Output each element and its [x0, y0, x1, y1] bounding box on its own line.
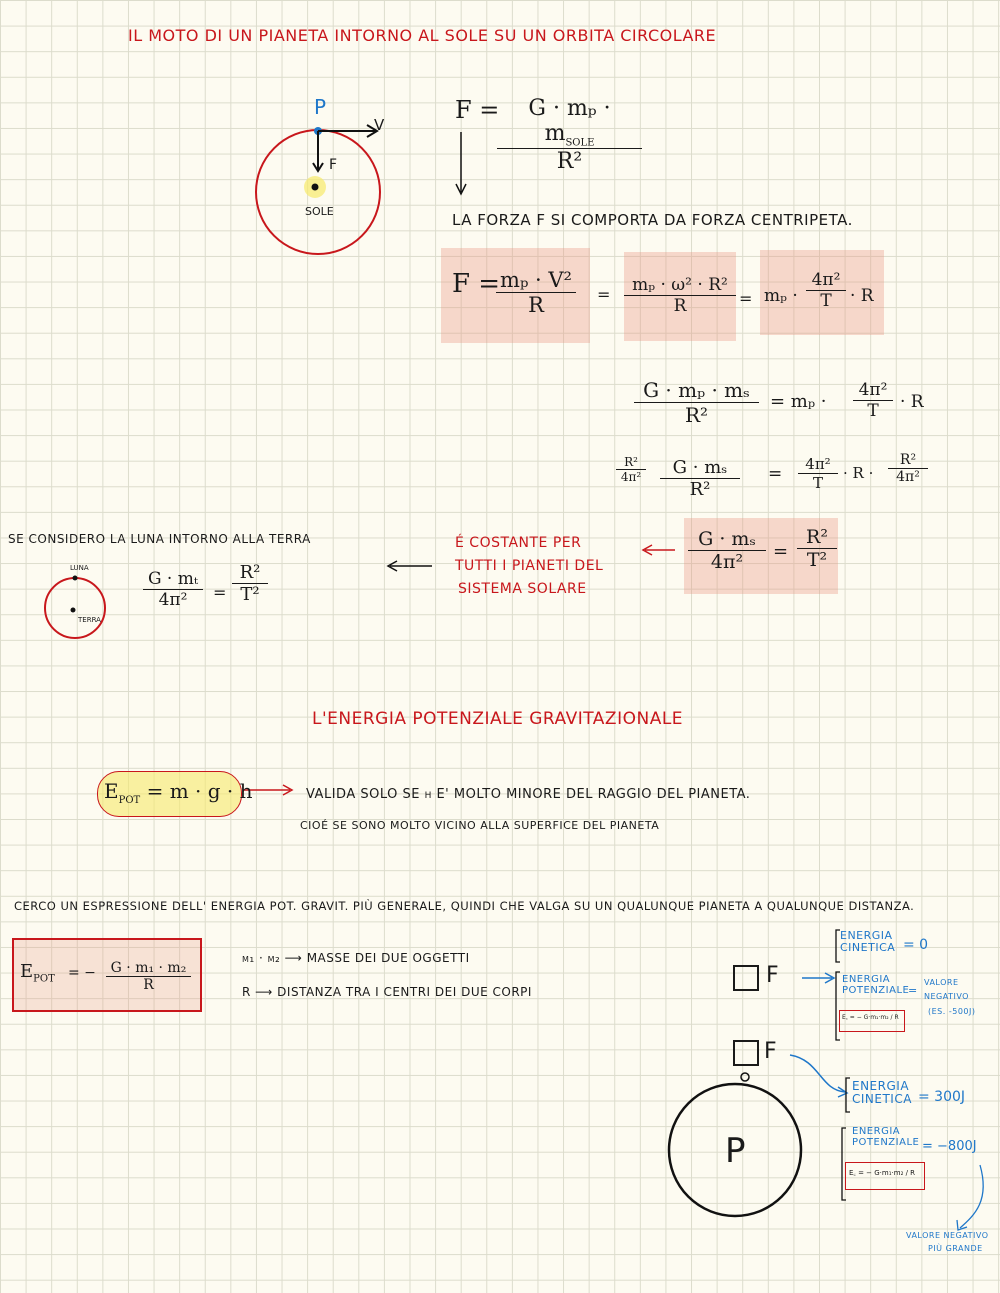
far-object-square: [733, 965, 759, 991]
epot-general-lhs: $E_{POT}$: [20, 961, 55, 985]
centripetal-frac-3: $\frac{\text{4π²}}{T}$: [806, 270, 846, 311]
near-note-2: PIÙ GRANDE: [928, 1244, 983, 1253]
near-object-label: F: [764, 1039, 777, 1064]
kepler-eq: =: [773, 541, 789, 562]
legend-1: m₁ · m₂ ⟶ MASSE DEI DUE OGGETTI: [242, 951, 470, 965]
moon-frac: $\frac{\text{G · mₜ}}{\text{4π²}}$: [143, 569, 203, 610]
general-text: CERCO UN ESPRESSIONE DELL' ENERGIA POT. GRAVIT. PIÙ GENERALE, QUINDI CHE VALGA SU UN QUALUNQUE PIANETA A QUALUNQUE DISTANZA.: [14, 899, 915, 913]
gravity-eq-fraction: $G \cdot m_p \cdot m_{SOLE}$ R²: [497, 96, 642, 174]
constant-note-2: TUTTI I PIANETI DEL: [455, 558, 604, 574]
velocity-label: V: [374, 116, 385, 134]
far-mini-formula: E꜀ = − G·m₁·m₂ / R: [842, 1014, 899, 1021]
far-potential-note-1: VALORE: [924, 978, 959, 987]
centripetal-pre-3: mₚ ·: [764, 286, 798, 306]
moon-eq: =: [213, 583, 227, 602]
moon-orbit: [45, 578, 105, 638]
far-object-label: F: [766, 963, 779, 988]
luna-label: LUNA: [70, 564, 89, 572]
epot-general-frac: $\frac{\text{G · m₁ · m₂}}{R}$: [106, 960, 191, 993]
far-potential-label: ENERGIA POTENZIALE: [842, 974, 910, 996]
page-title: IL MOTO DI UN PIANETA INTORNO AL SOLE SU UN ORBITA CIRCOLARE: [128, 26, 717, 45]
step2-rhs-frac: $\frac{\text{4π²}}{T}$: [798, 455, 838, 492]
near-kinetic-value: = 300J: [918, 1089, 966, 1105]
centripetal-f-lhs: F =: [452, 269, 501, 299]
near-mini-formula: E꜀ = − G·m₁·m₂ / R: [849, 1169, 916, 1177]
step1-rhs-post: · R: [900, 392, 924, 412]
sun-label: SOLE: [305, 205, 334, 218]
near-potential-value: = −800J: [922, 1139, 977, 1154]
planet-label: P: [314, 95, 327, 119]
far-potential-note-2: NEGATIVO: [924, 992, 969, 1001]
step2-rhs2-frac: $\frac{\text{R²}}{\text{4π²}}$: [888, 452, 928, 485]
step1-rhs-frac: $\frac{\text{4π²}}{T}$: [853, 380, 893, 421]
eq-sign-1: =: [597, 285, 611, 304]
force-label: F: [329, 157, 338, 173]
epot-simple-formula: $E_{POT} = m \cdot g \cdot h$: [104, 779, 253, 806]
far-potential-eq: =: [908, 984, 918, 997]
constant-note-1: É COSTANTE PER: [455, 535, 582, 551]
epot-note-2: CIOÉ SE SONO MOLTO VICINO ALLA SUPERFICE DEL PIANETA: [300, 819, 660, 832]
step1-frac: $\frac{\text{G · mₚ · mₛ}}{\text{R²}}$: [634, 378, 759, 427]
eq-sign-2: =: [739, 289, 753, 308]
planet-big-label: P: [725, 1131, 746, 1171]
moon-rhs-frac: $\frac{\text{R²}}{\text{T²}}$: [232, 562, 268, 605]
near-object-square: [733, 1040, 759, 1066]
kepler-frac: $\frac{\text{G · mₛ}}{\text{4π²}}$: [688, 528, 766, 573]
sun-dot: [312, 184, 319, 191]
near-note-1: VALORE NEGATIVO: [906, 1231, 989, 1240]
step1-rhs: = mₚ ·: [770, 391, 827, 412]
step2-eq: =: [768, 464, 783, 484]
epot-note-1: VALIDA SOLO SE h E' MOLTO MINORE DEL RAGGIO DEL PIANETA.: [306, 787, 751, 802]
kepler-rhs-frac: $\frac{\text{R²}}{\text{T²}}$: [797, 526, 837, 571]
terra-label: TERRA: [78, 616, 101, 624]
step2-pre-frac: $\frac{\text{R²}}{\text{4π²}}$: [616, 455, 646, 484]
near-potential-label: ENERGIA POTENZIALE: [852, 1126, 920, 1148]
constant-note-3: SISTEMA SOLARE: [458, 581, 587, 597]
section2-title: L'ENERGIA POTENZIALE GRAVITAZIONALE: [312, 709, 684, 729]
centripetal-text: LA FORZA F SI COMPORTA DA FORZA CENTRIPETA.: [452, 211, 853, 229]
near-kinetic-label: ENERGIA CINETICA: [852, 1079, 912, 1107]
gravity-eq-lhs: F =: [455, 96, 500, 124]
centripetal-post-3: · R: [850, 286, 874, 306]
moon-text: SE CONSIDERO LA LUNA INTORNO ALLA TERRA: [8, 532, 311, 546]
far-potential-note-3: (ES. -500J): [928, 1007, 976, 1016]
centripetal-frac-2: $\frac{\text{mₚ · ω² · R²}}{R}$: [624, 275, 736, 316]
step2-mid: · R ·: [843, 464, 874, 482]
far-kinetic-value: = 0: [903, 937, 929, 953]
centripetal-frac-1: $\frac{\text{mₚ · V²}}{R}$: [496, 268, 576, 317]
step2-frac: $\frac{\text{G · mₛ}}{\text{R²}}$: [660, 457, 740, 500]
epot-general-eq: = −: [68, 965, 96, 981]
legend-2: R ⟶ DISTANZA TRA I CENTRI DEI DUE CORPI: [242, 985, 532, 999]
far-kinetic-label: ENERGIA CINETICA: [840, 929, 896, 955]
